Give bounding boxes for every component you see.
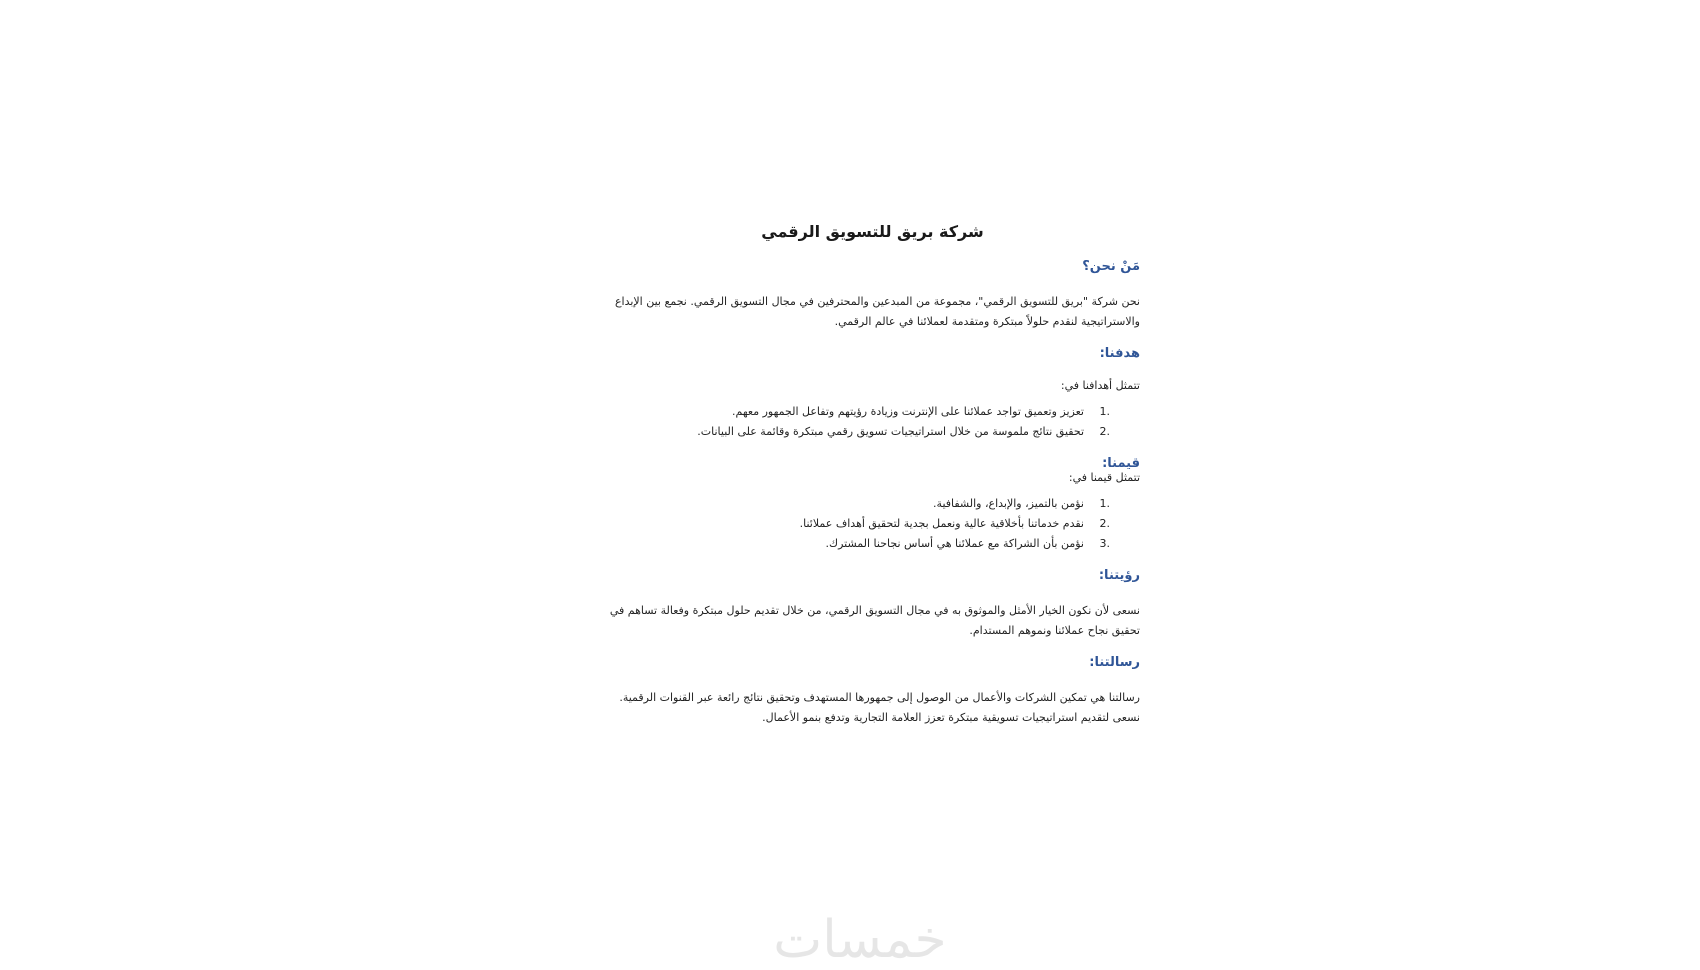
- watermark-logo: خمسات: [773, 910, 947, 970]
- section-vision: [595, 568, 1140, 641]
- goals-intro: تتمثل أهدافنا في:: [1060, 379, 1140, 392]
- list-item: .2نقدم خدماتنا بأخلاقية عالية ونعمل بجدية لتحقيق أهداف عملائنا.: [799, 517, 1110, 530]
- vision-paragraph: نسعى لأن نكون الخيار الأمثل والموثوق به في مجال التسويق الرقمي، من خلال تقديم حلول مبتكرة وفعالة تساهم في تحقيق نجاح عملائنا ونموهم المستدام.: [609, 604, 1140, 637]
- list-item: .1تعزيز وتعميق تواجد عملائنا على الإنترنت وزيادة رؤيتهم وتفاعل الجمهور معهم.: [732, 405, 1110, 418]
- values-intro: تتمثل قيمنا في:: [1068, 471, 1140, 484]
- list-item: .2تحقيق نتائج ملموسة من خلال استراتيجيات تسويق رقمي مبتكرة وقائمة على البيانات.: [697, 425, 1110, 438]
- about-paragraph: نحن شركة "بريق للتسويق الرقمي"، مجموعة من المبدعين والمحترفين في مجال التسويق الرقمي. نجمع بين الإبداع والاستراتيجية لنقدم حلولاً مبتكرة ومتقدمة لعملائنا في عالم الرقمي.: [614, 295, 1140, 328]
- values-list: [595, 494, 1140, 554]
- list-item: .3نؤمن بأن الشراكة مع عملائنا هي أساس نجاحنا المشترك.: [825, 537, 1110, 550]
- section-about: [595, 259, 1140, 332]
- mission-paragraph: رسالتنا هي تمكين الشركات والأعمال من الوصول إلى جمهورها المستهدف وتحقيق نتائج رائعة عبر القنوات الرقمية. نسعى لتقديم استراتيجيات تسويقية مبتكرة تعزز العلامة التجارية وتدفع بنمو الأعمال.: [619, 691, 1140, 724]
- section-heading-values: قيمنا:: [1102, 456, 1140, 471]
- section-heading-vision: رؤيتنا:: [1098, 568, 1140, 583]
- section-heading-goals: هدفنا:: [1099, 346, 1140, 361]
- goals-list: [595, 402, 1140, 442]
- list-item: .1نؤمن بالتميز، والإبداع، والشفافية.: [933, 497, 1110, 510]
- section-mission: [595, 655, 1140, 728]
- section-heading-mission: رسالتنا:: [1089, 655, 1140, 670]
- document-page: [595, 222, 1140, 728]
- section-values: [595, 456, 1140, 554]
- section-heading-about: مَنْ نحن؟: [1082, 259, 1140, 274]
- section-goals: [595, 346, 1140, 442]
- document-title: شركة بريق للتسويق الرقمي: [761, 222, 984, 241]
